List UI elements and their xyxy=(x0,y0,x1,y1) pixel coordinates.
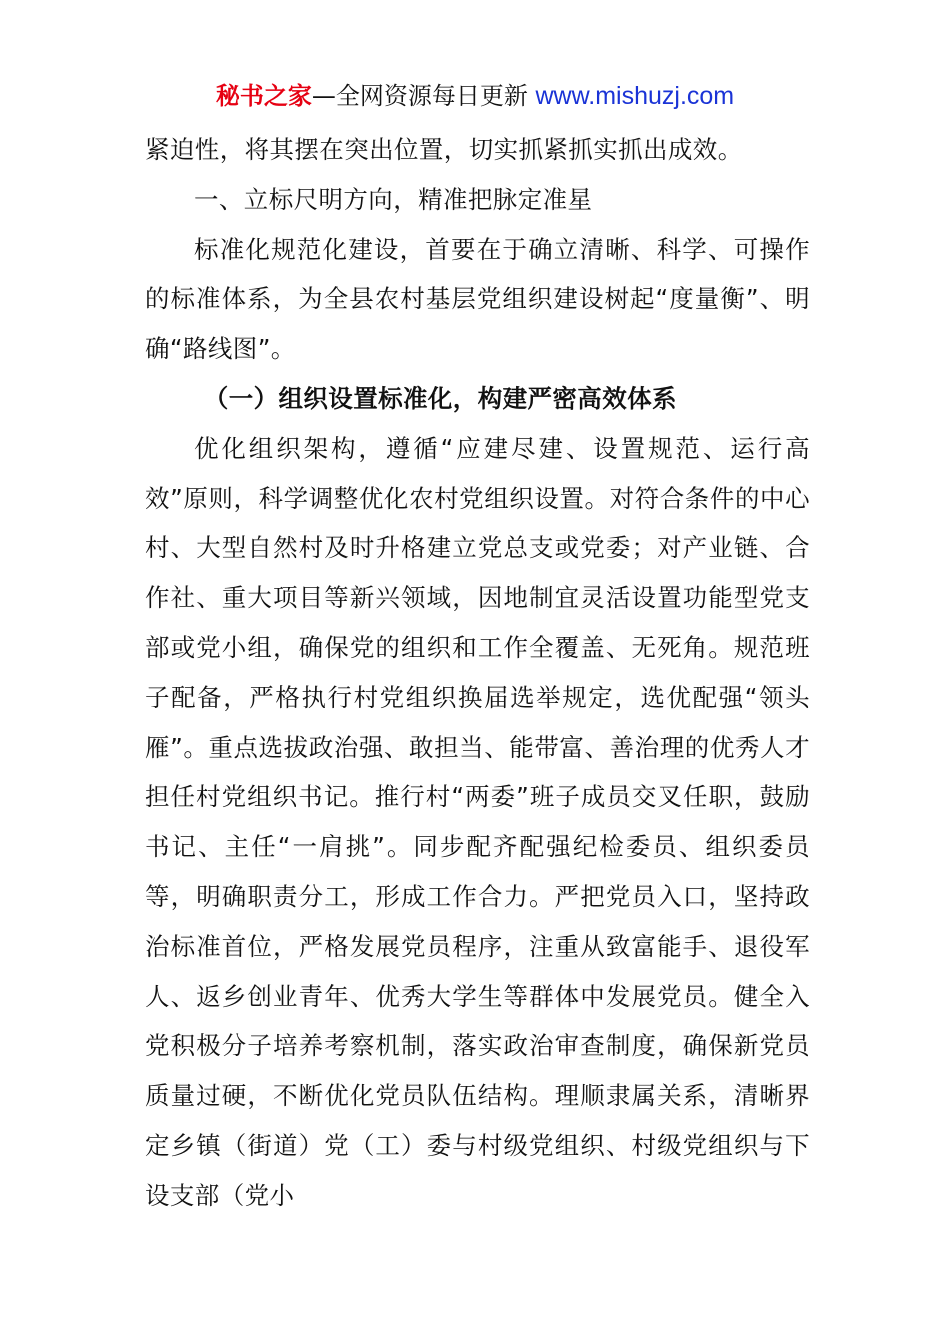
brand-name: 秘书之家 xyxy=(215,82,312,110)
paragraph-continuation: 紧迫性，将其摆在突出位置，切实抓紧抓实抓出成效。 xyxy=(145,135,743,164)
section-heading: 一、立标尺明方向，精准把脉定准星 xyxy=(194,184,593,214)
document-body xyxy=(145,125,810,1221)
paragraph-body: 优化组织架构，遵循“应建尽建、设置规范、运行高效”原则，科学调整优化农村党组织设置。对符合条件的中心村、大型自然村及时升格建立党总支或党委；对产业链、合作社、重大项目等新兴领域，因地制宜灵活设置功能型党支部或党小组，确保党的组织和工作全覆盖、无死角。规范班子配备，严格执行村党组织换届选举规定，选优配强“领头雁”。重点选拔政治强、敢担当、能带富、善治理的优秀人才担任村党组织书记。推行村“两委”班子成员交叉任职，鼓励书记、主任“一肩挑”。同步配齐配强纪检委员、组织委员等，明确职责分工，形成工作合力。严把党员入口，坚持政治标准首位，严格发展党员程序，注重从致富能手、退役军人、返乡创业青年、优秀大学生等群体中发展党员。健全入党积极分子培养考察机制，落实政治审查制度，确保新党员质量过硬，不断优化党员队伍结构。理顺隶属关系，清晰界定乡镇（街道）党（工）委与村级党组织、村级党组织与下设支部（党小 xyxy=(145,433,810,1210)
site-header xyxy=(0,80,950,112)
paragraph-intro: 标准化规范化建设，首要在于确立清晰、科学、可操作的标准体系，为全县农村基层党组织建设树起“度量衡”、明确“路线图”。 xyxy=(145,234,810,364)
subsection-heading: （一）组织设置标准化，构建严密高效体系 xyxy=(203,383,677,413)
site-url[interactable]: www.mishuzj.com xyxy=(535,82,735,110)
header-tagline: —全网资源每日更新 xyxy=(311,82,536,110)
